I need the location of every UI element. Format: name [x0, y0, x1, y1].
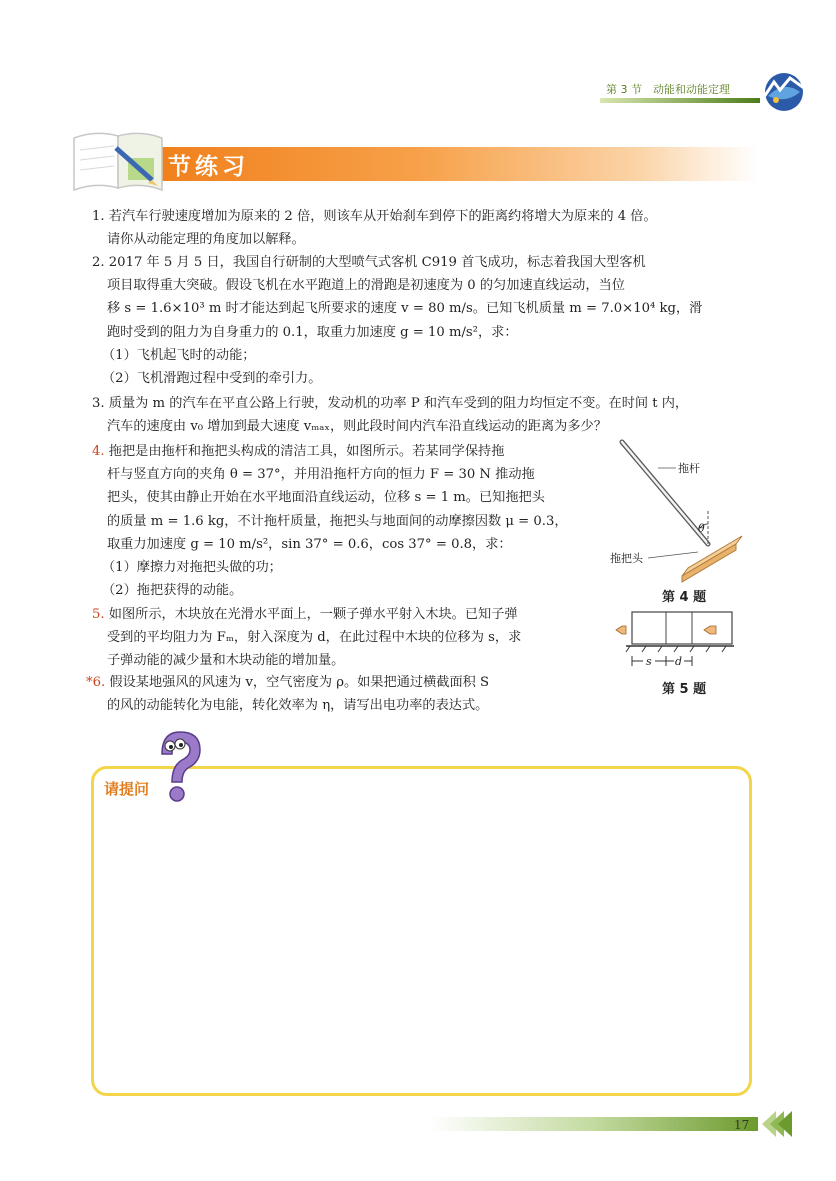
page-number: 17: [734, 1118, 750, 1132]
question-5: [92, 603, 521, 673]
question-1: [92, 205, 657, 251]
question-2: [92, 251, 702, 390]
label-d: d: [675, 655, 683, 668]
question-text: 请你从动能定理的角度加以解释。: [107, 232, 305, 248]
sub-question: （2）飞机滑跑过程中受到的牵引力。: [102, 371, 322, 387]
figure-4-mop-diagram: [610, 438, 750, 586]
figure-5-bullet-block-diagram: [612, 608, 736, 672]
question-text: 假设某地强风的风速为 v，空气密度为 ρ。如果把通过横截面积 S: [109, 675, 490, 690]
sub-question: （2）拖把获得的动能。: [102, 583, 243, 599]
ask-title: 请提问: [104, 780, 150, 798]
figure-5-caption: 第 5 题: [662, 682, 707, 697]
question-text: 把头，使其由静止开始在水平地面沿直线运动，位移 s = 1 m。已知拖把头: [107, 490, 545, 506]
sub-question: （1）飞机起飞时的动能；: [102, 347, 256, 363]
question-text: 杆与竖直方向的夹角 θ = 37°，并用沿拖杆方向的恒力 F = 30 N 推动拖: [107, 467, 535, 483]
question-number: 2.: [92, 255, 105, 270]
question-mark-mascot-icon: [148, 728, 210, 812]
chapter-header: 第 3 节 动能和动能定理: [606, 83, 730, 96]
question-number: 3.: [92, 396, 105, 411]
question-notes-box: [91, 766, 752, 1096]
label-theta: θ: [698, 522, 705, 535]
question-text: 子弹动能的减少量和木块动能的增加量。: [107, 653, 345, 669]
footer-rule: [430, 1117, 758, 1131]
question-text: 跑时受到的阻力为自身重力的 0.1，取重力加速度 g = 10 m/s²，求：: [107, 324, 518, 340]
question-text: 的风的动能转化为电能，转化效率为 η，请写出电功率的表达式。: [107, 698, 489, 714]
question-text: 项目取得重大突破。假设飞机在水平跑道上的滑跑是初速度为 0 的匀加速直线运动，当位: [107, 278, 625, 294]
label-s: s: [646, 655, 652, 668]
label-mop-head: 拖把头: [610, 552, 643, 565]
question-number: 5.: [92, 607, 105, 622]
question-number: *6.: [86, 675, 106, 690]
label-rod: 拖杆: [678, 462, 700, 475]
question-text: 移 s = 1.6×10³ m 时才能达到起飞所要求的速度 v = 80 m/s。已知飞机质量 m = 7.0×10⁴ kg，滑: [107, 301, 703, 317]
question-number: 4.: [92, 444, 105, 459]
chevron-left-decoration-icon: [758, 1107, 792, 1141]
figure-4-caption: 第 4 题: [662, 590, 707, 605]
question-number: 1.: [92, 209, 105, 224]
question-6: [86, 671, 489, 717]
question-text: 2017 年 5 月 5 日，我国自行研制的大型喷气式客机 C919 首飞成功，标志着我国大型客机: [108, 255, 646, 270]
question-text: 受到的平均阻力为 Fₘ，射入深度为 d，在此过程中木块的位移为 s，求: [107, 630, 522, 646]
notebook-pencil-icon: [66, 128, 170, 194]
question-4: [92, 440, 568, 602]
question-text: 若汽车行驶速度增加为原来的 2 倍，则该车从开始刹车到停下的距离约将增大为原来的 4 倍。: [108, 209, 657, 224]
question-text: 汽车的速度由 v₀ 增加到最大速度 vₘₐₓ，则此段时间内汽车沿直线运动的距离为多少？: [107, 419, 607, 435]
question-text: 的质量 m = 1.6 kg，不计拖杆质量，拖把头与地面间的动摩擦因数 μ = 0.3，: [107, 513, 568, 529]
header-rule: [600, 98, 760, 103]
question-3: [92, 392, 688, 438]
question-text: 如图所示，木块放在光滑水平面上，一颗子弹水平射入木块。已知子弹: [108, 607, 518, 622]
sub-question: （1）摩擦力对拖把头做的功；: [102, 560, 282, 576]
question-text: 质量为 m 的汽车在平直公路上行驶，发动机的功率 P 和汽车受到的阻力均恒定不变。在时间 t 内，: [108, 396, 689, 411]
globe-logo-icon: [756, 70, 810, 114]
section-title: 节练习: [168, 154, 249, 180]
question-text: 取重力加速度 g = 10 m/s²，sin 37° = 0.6，cos 37° = 0.8，求：: [107, 536, 512, 552]
question-text: 拖把是由拖杆和拖把头构成的清洁工具，如图所示。若某同学保持拖: [108, 444, 505, 459]
